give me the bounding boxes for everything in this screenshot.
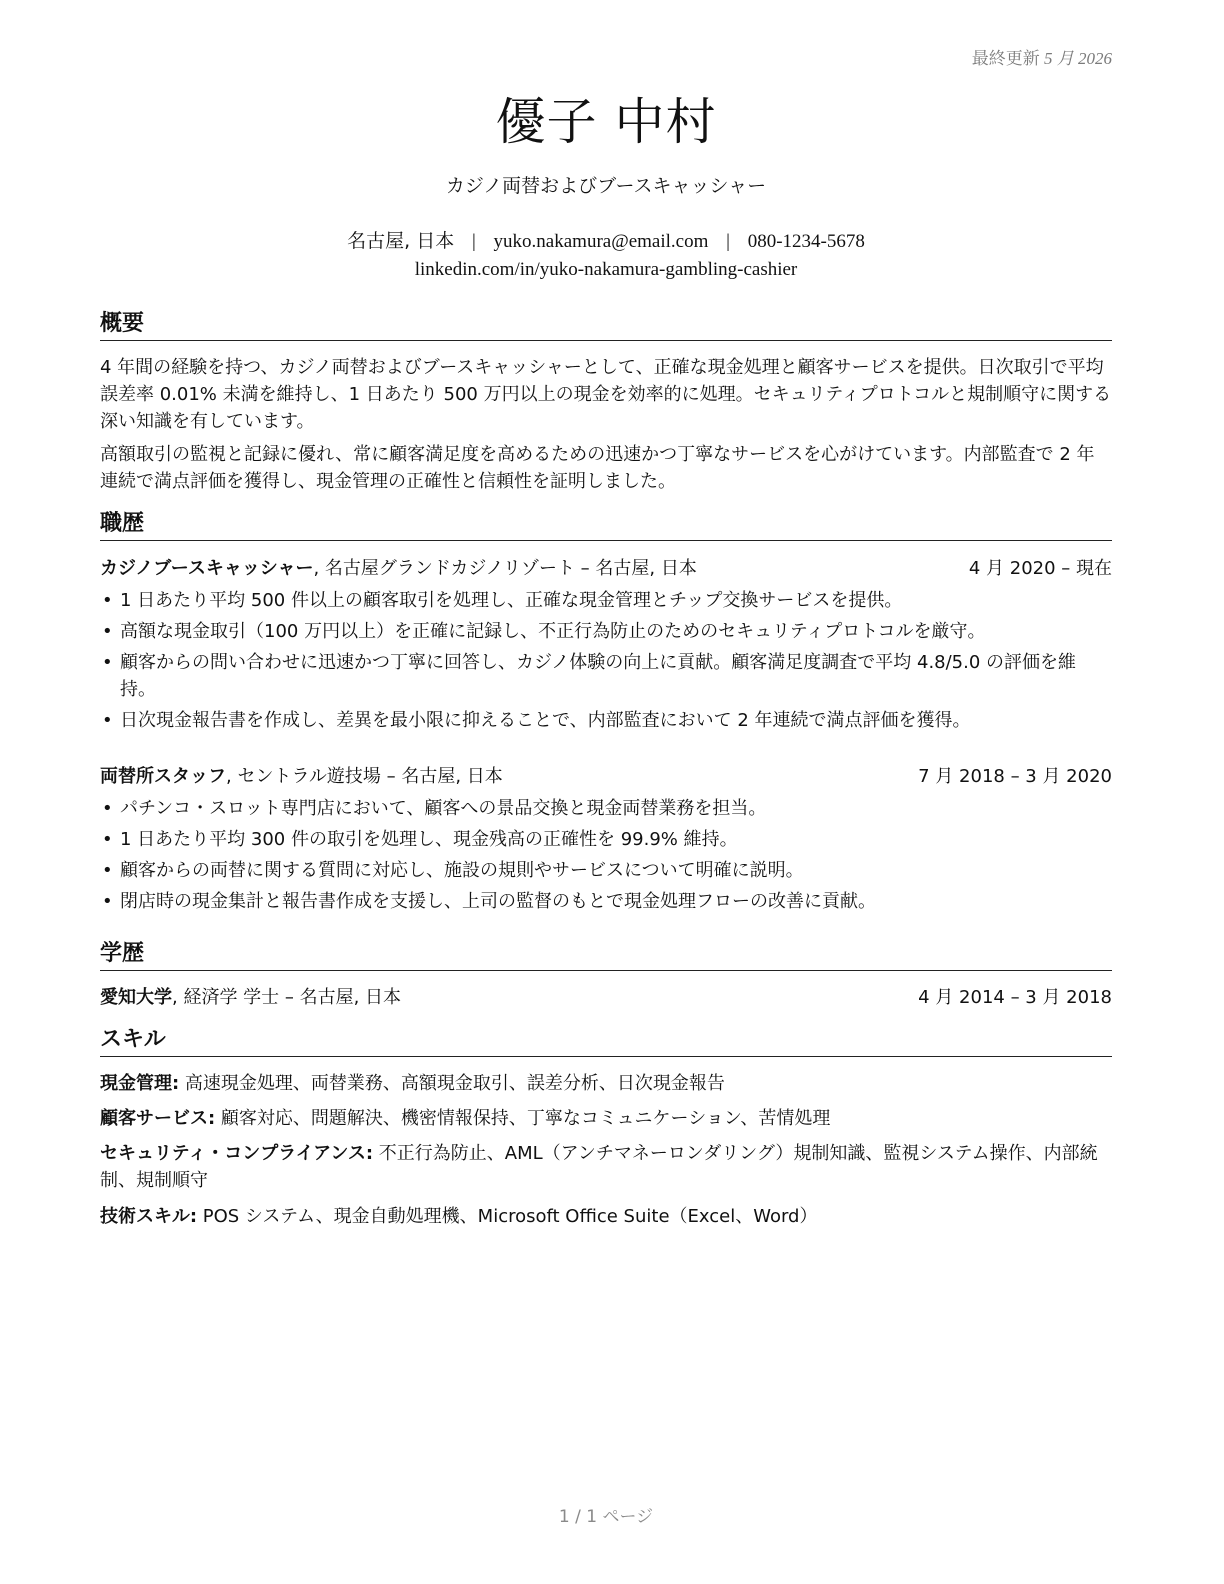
email-link[interactable]: yuko.nakamura@email.com [493,231,709,252]
linkedin-link[interactable]: linkedin.com/in/yuko-nakamura-gambling-cashier [414,259,798,280]
skill-label: 技術スキル: [100,1206,198,1227]
candidate-name: 優子 中村 [495,93,717,151]
list-item: • 1 日あたり平均 500 件以上の顧客取引を処理し、正確な現金管理とチップ交換サービスを提供。 [100,587,1112,614]
job-role: 両替所スタッフ [100,766,226,787]
job-role: カジノブースキャッシャー [100,558,314,579]
job-header [100,764,1112,790]
skill-value: POS システム、現金自動処理機、Microsoft Office Suite（Excel、Word） [197,1206,818,1227]
contact-line [100,226,1112,253]
job-bullets [100,587,1112,738]
skill-line [100,1140,1112,1194]
skill-line [100,1105,1112,1132]
skill-value: 不正行為防止、AML（アンチマネーロンダリング）規制知識、監視システム操作、内部統制、規制順守 [100,1143,1098,1191]
skill-value: 顧客対応、問題解決、機密情報保持、丁寧なコミュニケーション、苦情処理 [215,1108,831,1129]
job-tagline: カジノ両替およびブースキャッシャー [445,175,767,197]
job-bullets [100,795,1112,919]
section-title-summary: 概要 [100,310,1112,341]
section-title-skills: スキル [100,1026,1112,1057]
job-dates: 4 月 2020 – 現在 [968,558,1112,579]
page-number: 1 / 1 ページ [558,1507,654,1527]
skill-label: 現金管理: [100,1073,180,1094]
education-dates: 4 月 2014 – 3 月 2018 [918,987,1112,1008]
list-item: • 1 日あたり平均 300 件の取引を処理し、現金残高の正確性を 99.9% 維持。 [100,826,1112,853]
section-title-education: 学歴 [100,940,1112,971]
job-org: , 名古屋グランドカジノリゾート – 名古屋, 日本 [313,558,697,579]
list-item: • 顧客からの問い合わせに迅速かつ丁寧に回答し、カジノ体験の向上に貢献。顧客満足度調査で平均 4.8/5.0 の評価を維持。 [100,649,1112,703]
summary-paragraph: 4 年間の経験を持つ、カジノ両替およびブースキャッシャーとして、正確な現金処理と顧客サービスを提供。日次取引で平均誤差率 0.01% 未満を維持し、1 日あたり 500 万円以上の現金を効率的に処理。セキュリティプロトコルと規制順守に関する深い知識を有しています。 [100,357,1112,432]
skill-label: セキュリティ・コンプライアンス: [100,1143,374,1164]
list-item: • 高額な現金取引（100 万円以上）を正確に記録し、不正行為防止のためのセキュリティプロトコルを厳守。 [100,618,1112,645]
school-name: 愛知大学 [100,987,172,1008]
section-title-experience: 職歴 [100,510,1112,541]
last-updated [972,44,1112,69]
resume-page [100,0,1112,1584]
list-item: • 閉店時の現金集計と報告書作成を支援し、上司の監督のもとで現金処理フローの改善に貢献。 [100,888,1112,915]
job-dates: 7 月 2018 – 3 月 2020 [918,766,1112,787]
degree-detail: , 経済学 学士 – 名古屋, 日本 [172,987,402,1008]
list-item: • パチンコ・スロット専門店において、顧客への景品交換と現金両替業務を担当。 [100,795,1112,822]
job-org: , セントラル遊技場 – 名古屋, 日本 [226,766,503,787]
list-item: • 日次現金報告書を作成し、差異を最小限に抑えることで、内部監査において 2 年連続で満点評価を獲得。 [100,707,1112,734]
skill-label: 顧客サービス: [100,1108,216,1129]
last-updated-label: 最終更新 [971,49,1040,68]
list-item: • 顧客からの両替に関する質問に対応し、施設の規則やサービスについて明確に説明。 [100,857,1112,884]
skill-line [100,1203,1112,1230]
location: 名古屋, 日本 [347,230,455,252]
separator: | [726,231,730,252]
last-updated-date: 5 月 2026 [1044,49,1112,68]
separator: | [471,231,476,252]
job-header [100,556,1112,582]
summary-paragraph: 高額取引の監視と記録に優れ、常に顧客満足度を高めるための迅速かつ丁寧なサービスを心がけています。内部監査で 2 年連続で満点評価を獲得し、現金管理の正確性と信頼性を証明しました。 [100,444,1095,492]
phone-number: 080-1234-5678 [747,231,865,252]
skill-value: 高速現金処理、両替業務、高額現金取引、誤差分析、日次現金報告 [179,1073,725,1094]
education-entry [100,985,1112,1011]
skill-line [100,1070,1112,1097]
